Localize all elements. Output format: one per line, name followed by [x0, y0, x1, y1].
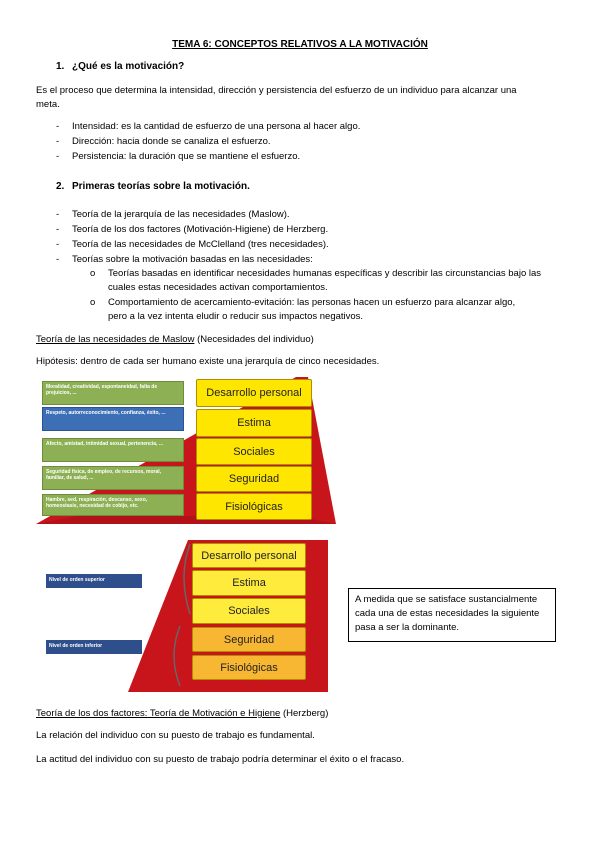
sub-bullet-1-line-2: cuales estas necesidades activan comportamientos. — [108, 282, 328, 293]
desc-seguridad: Seguridad física, de empleo, de recursos, moral, familiar, de salud, ... — [42, 466, 184, 490]
note-box: A medida que se satisface sustancialmente cada una de estas necesidades la siguiente pasa a ser la dominante. — [348, 588, 556, 642]
herzberg-heading — [36, 707, 328, 720]
sub-bullet-circle: o — [90, 268, 96, 279]
maslow-heading-rest: (Necesidades del individuo) — [194, 334, 314, 345]
desc-fisiologicas: Hambre, sed, respiración, descanso, sexo, homeostasis, necesidad de cobijo, etc. — [42, 494, 184, 516]
page-title: TEMA 6: CONCEPTOS RELATIVOS A LA MOTIVACIÓN — [172, 39, 428, 50]
label-nivel-inferior: Nivel de orden inferior — [46, 640, 142, 654]
pyramid-2-level-seguridad: Seguridad — [192, 627, 306, 652]
herzberg-paragraph-1: La relación del individuo con su puesto de trabajo es fundamental. — [36, 730, 315, 741]
bullet-dash: - — [56, 136, 60, 147]
pyramid-2-level-estima: Estima — [192, 570, 306, 596]
definition-line-1: Es el proceso que determina la intensidad, dirección y persistencia del esfuerzo de un individuo para alcanzar una — [36, 85, 517, 96]
sub-bullet-circle: o — [90, 297, 96, 308]
maslow-heading-underlined: Teoría de las necesidades de Maslow — [36, 334, 195, 345]
bullet-maslow: Teoría de la jerarquía de las necesidades (Maslow). — [72, 209, 290, 220]
desc-desarrollo: Moralidad, creatividad, espontaneidad, falta de prejuicios, ... — [42, 381, 184, 405]
pyramid-2-level-sociales: Sociales — [192, 598, 306, 624]
bullet-dash: - — [56, 224, 60, 235]
pyramid-2-level-desarrollo: Desarrollo personal — [192, 543, 306, 568]
sub-bullet-2-line-2: pero a la vez intenta eludir o reducir sus impactos negativos. — [108, 311, 364, 322]
definition-line-2: meta. — [36, 99, 60, 110]
maslow-heading — [36, 333, 314, 346]
bullet-dash: - — [56, 239, 60, 250]
label-nivel-superior: Nivel de orden superior — [46, 574, 142, 588]
sub-bullet-2-line-1: Comportamiento de acercamiento-evitación: las personas hacen un esfuerzo para alcanzar algo, — [108, 297, 516, 308]
section-2-number: 2. — [56, 181, 65, 192]
pyramid-1-level-seguridad: Seguridad — [196, 466, 312, 492]
bullet-dash: - — [56, 151, 60, 162]
sub-bullet-1-line-1: Teorías basadas en identificar necesidades humanas específicas y describir las circunstancias bajo las — [108, 268, 542, 279]
bullet-direccion: Dirección: hacia donde se canaliza el esfuerzo. — [72, 136, 271, 147]
desc-sociales: Afecto, amistad, intimidad sexual, pertenencia, ... — [42, 438, 184, 462]
desc-estima: Respeto, autorreconocimiento, confianza, éxito, ... — [42, 407, 184, 431]
bullet-necesidades: Teorías sobre la motivación basadas en las necesidades: — [72, 254, 313, 265]
pyramid-2-level-fisiologicas: Fisiológicas — [192, 655, 306, 680]
bullet-dash: - — [56, 209, 60, 220]
bullet-intensidad: Intensidad: es la cantidad de esfuerzo de una persona al hacer algo. — [72, 121, 361, 132]
bullet-persistencia: Persistencia: la duración que se mantiene el esfuerzo. — [72, 151, 301, 162]
bullet-herzberg: Teoría de los dos factores (Motivación-Higiene) de Herzberg. — [72, 224, 329, 235]
bullet-mcclelland: Teoría de las necesidades de McClelland (tres necesidades). — [72, 239, 329, 250]
pyramid-1-level-desarrollo: Desarrollo personal — [196, 379, 312, 407]
herzberg-paragraph-2: La actitud del individuo con su puesto de trabajo podría determinar el éxito o el fracaso. — [36, 754, 405, 765]
bullet-dash: - — [56, 121, 60, 132]
pyramid-1-level-sociales: Sociales — [196, 438, 312, 465]
maslow-hipotesis: Hipótesis: dentro de cada ser humano existe una jerarquía de cinco necesidades. — [36, 356, 380, 367]
pyramid-1-level-estima: Estima — [196, 409, 312, 437]
section-1-heading: ¿Qué es la motivación? — [72, 61, 185, 72]
herzberg-heading-underlined: Teoría de los dos factores: Teoría de Motivación e Higiene — [36, 708, 281, 719]
section-2-heading: Primeras teorías sobre la motivación. — [72, 181, 250, 192]
section-1-number: 1. — [56, 61, 65, 72]
bullet-dash: - — [56, 254, 60, 265]
herzberg-heading-rest: (Herzberg) — [280, 708, 329, 719]
pyramid-1-level-fisiologicas: Fisiológicas — [196, 493, 312, 520]
